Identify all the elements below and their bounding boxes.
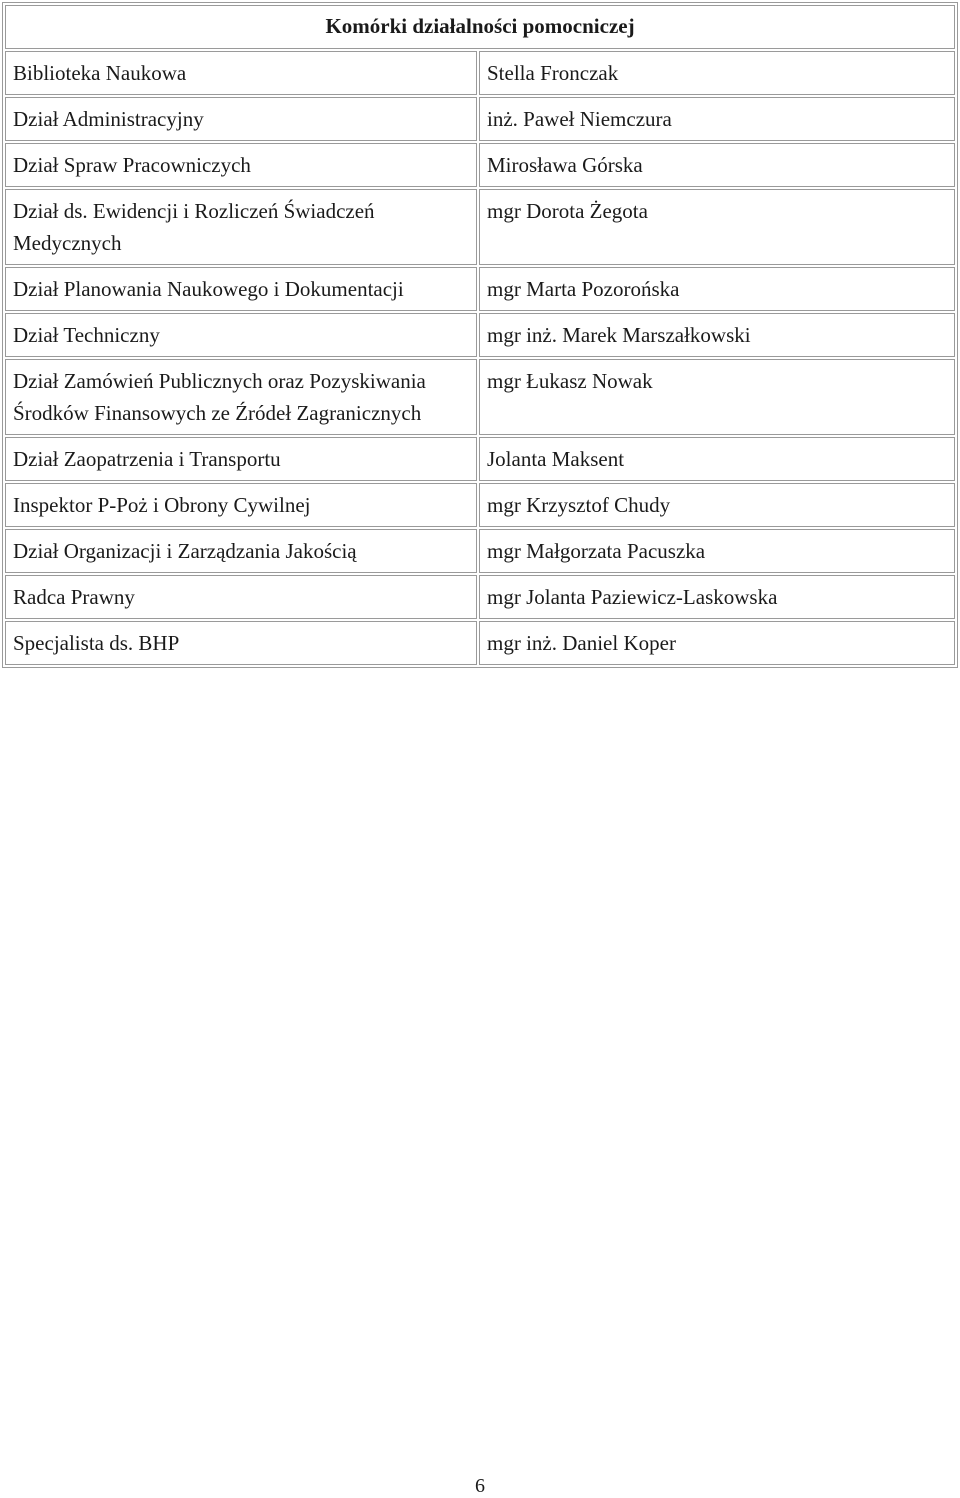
table-row bbox=[5, 483, 955, 527]
table-row bbox=[5, 575, 955, 619]
unit-cell: Dział Zaopatrzenia i Transportu bbox=[5, 437, 477, 481]
person-cell: mgr Dorota Żegota bbox=[479, 189, 955, 265]
table-row bbox=[5, 51, 955, 95]
person-cell: mgr Małgorzata Pacuszka bbox=[479, 529, 955, 573]
unit-cell: Dział Administracyjny bbox=[5, 97, 477, 141]
table-header-row bbox=[5, 5, 955, 49]
person-cell: mgr Jolanta Paziewicz-Laskowska bbox=[479, 575, 955, 619]
person-cell: mgr Krzysztof Chudy bbox=[479, 483, 955, 527]
unit-cell: Specjalista ds. BHP bbox=[5, 621, 477, 665]
person-cell: Mirosława Górska bbox=[479, 143, 955, 187]
table-row bbox=[5, 621, 955, 665]
unit-cell: Inspektor P-Poż i Obrony Cywilnej bbox=[5, 483, 477, 527]
unit-cell: Dział Techniczny bbox=[5, 313, 477, 357]
table-row bbox=[5, 437, 955, 481]
table-row bbox=[5, 97, 955, 141]
person-cell: mgr Marta Pozorońska bbox=[479, 267, 955, 311]
person-cell: mgr Łukasz Nowak bbox=[479, 359, 955, 435]
page-number: 6 bbox=[475, 1475, 485, 1497]
person-cell: Stella Fronczak bbox=[479, 51, 955, 95]
table-row bbox=[5, 529, 955, 573]
table-header: Komórki działalności pomocniczej bbox=[5, 5, 955, 49]
person-cell: inż. Paweł Niemczura bbox=[479, 97, 955, 141]
unit-cell: Dział Planowania Naukowego i Dokumentacji bbox=[5, 267, 477, 311]
person-cell: mgr inż. Daniel Koper bbox=[479, 621, 955, 665]
person-cell: mgr inż. Marek Marszałkowski bbox=[479, 313, 955, 357]
table-row bbox=[5, 189, 955, 265]
table-row bbox=[5, 143, 955, 187]
unit-cell: Dział ds. Ewidencji i Rozliczeń Świadczeń Medycznych bbox=[5, 189, 477, 265]
departments-table bbox=[2, 2, 958, 668]
table-row bbox=[5, 313, 955, 357]
unit-cell: Biblioteka Naukowa bbox=[5, 51, 477, 95]
unit-cell: Dział Organizacji i Zarządzania Jakością bbox=[5, 529, 477, 573]
person-cell: Jolanta Maksent bbox=[479, 437, 955, 481]
unit-cell: Dział Zamówień Publicznych oraz Pozyskiwania Środków Finansowych ze Źródeł Zagranicznych bbox=[5, 359, 477, 435]
unit-cell: Dział Spraw Pracowniczych bbox=[5, 143, 477, 187]
table-row bbox=[5, 359, 955, 435]
unit-cell: Radca Prawny bbox=[5, 575, 477, 619]
table-row bbox=[5, 267, 955, 311]
